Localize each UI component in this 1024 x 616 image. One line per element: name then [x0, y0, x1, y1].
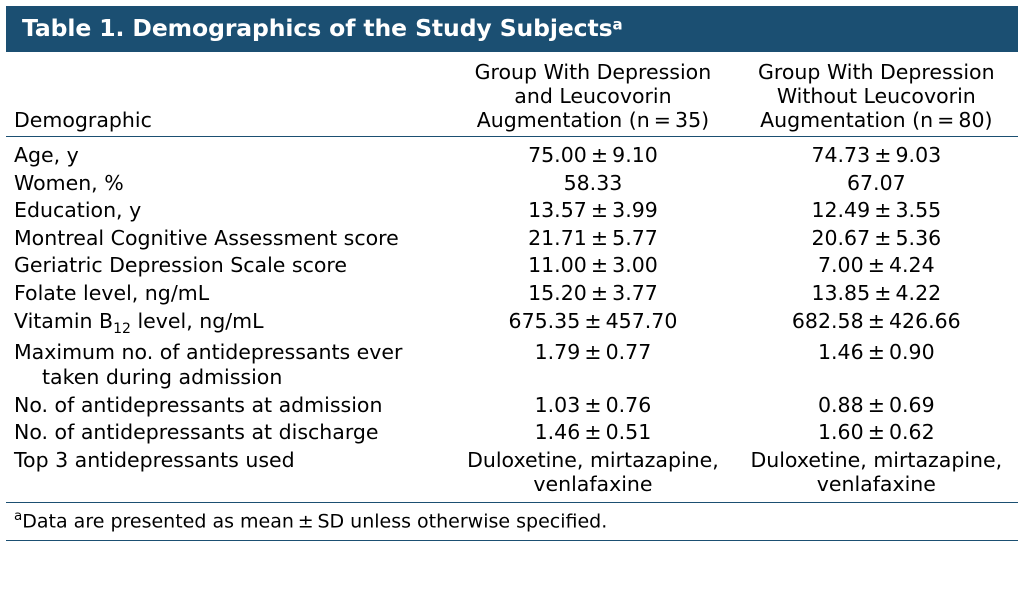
row-value-with-leucovorin: 1.46 ± 0.51 — [534, 420, 652, 445]
table-title-text: Table 1. Demographics of the Study Subjects — [22, 14, 613, 43]
row-label: Folate level, ng/mL — [14, 280, 210, 305]
row-value-with-leucovorin: 75.00 ± 9.10 — [528, 142, 658, 167]
demographics-table — [6, 52, 1018, 498]
table-row — [6, 252, 1018, 280]
table-row — [6, 339, 1018, 391]
row-value-without-leucovorin: 20.67 ± 5.36 — [811, 225, 942, 250]
row-label: Geriatric Depression Scale score — [14, 253, 347, 278]
header-line-2: Without Leucovorin — [776, 83, 976, 108]
row-value-without-leucovorin: 67.07 — [846, 170, 906, 195]
row-label-line-1: Maximum no. of antidepressants ever — [14, 340, 403, 365]
table-row — [6, 197, 1018, 225]
table-footnote — [6, 503, 1018, 533]
column-header-demographic: Demographic — [14, 107, 152, 132]
row-value-with-leucovorin: 1.79 ± 0.77 — [534, 340, 652, 365]
table-title-bar — [6, 6, 1018, 52]
row-value-with-leucovorin: 1.03 ± 0.76 — [534, 392, 652, 417]
header-line-3: Augmentation (n = 80) — [760, 107, 993, 132]
value-line-2: venlafaxine — [816, 472, 936, 497]
row-value-with-leucovorin — [451, 446, 734, 498]
row-value-with-leucovorin: 11.00 ± 3.00 — [528, 253, 658, 278]
table-row — [6, 419, 1018, 447]
value-line-1: Duloxetine, mirtazapine, — [750, 447, 1003, 472]
row-value-without-leucovorin: 13.85 ± 4.22 — [811, 280, 942, 305]
row-value-without-leucovorin: 0.88 ± 0.69 — [817, 392, 935, 417]
column-header-with-leucovorin — [451, 52, 734, 136]
value-line-2: venlafaxine — [533, 472, 653, 497]
table-head — [6, 52, 1018, 136]
table-row — [6, 136, 1018, 169]
row-label-line-2: taken during admission — [42, 365, 283, 389]
row-label-subscript: 12 — [113, 320, 131, 337]
row-value-without-leucovorin: 7.00 ± 4.24 — [817, 253, 935, 278]
row-label: Education, y — [14, 198, 142, 223]
row-label: No. of antidepressants at discharge — [14, 420, 379, 445]
table-title-superscript: a — [612, 15, 623, 34]
row-label: Top 3 antidepressants used — [14, 447, 295, 472]
table-header-row — [6, 52, 1018, 136]
row-value-without-leucovorin: 1.46 ± 0.90 — [817, 340, 935, 365]
table-title — [22, 14, 623, 43]
column-header-without-leucovorin — [735, 52, 1018, 136]
row-label-prefix: Vitamin B — [14, 308, 114, 333]
row-value-without-leucovorin: 682.58 ± 426.66 — [791, 308, 961, 333]
row-value-without-leucovorin — [735, 446, 1018, 498]
header-line-2: and Leucovorin — [514, 83, 672, 108]
row-value-without-leucovorin: 12.49 ± 3.55 — [811, 198, 942, 223]
header-line-1: Group With Depression — [474, 60, 712, 84]
row-value-without-leucovorin: 1.60 ± 0.62 — [817, 420, 935, 445]
footnote-marker: a — [14, 508, 23, 525]
footnote-text: Data are presented as mean ± SD unless otherwise specified. — [22, 510, 608, 533]
header-line-3: Augmentation (n = 35) — [476, 107, 710, 132]
table-row — [6, 169, 1018, 197]
table-row — [6, 307, 1018, 339]
table-row — [6, 391, 1018, 419]
row-label: No. of antidepressants at admission — [14, 392, 383, 417]
row-label-multiline — [6, 339, 451, 391]
row-label: Women, % — [14, 170, 124, 195]
table-row — [6, 224, 1018, 252]
table-row — [6, 446, 1018, 498]
row-value-with-leucovorin: 13.57 ± 3.99 — [528, 198, 658, 223]
row-value-without-leucovorin: 74.73 ± 9.03 — [811, 142, 942, 167]
value-line-1: Duloxetine, mirtazapine, — [467, 447, 719, 472]
figure-spacer — [0, 541, 1024, 616]
row-label-vitamin-b12 — [6, 307, 451, 339]
row-value-with-leucovorin: 15.20 ± 3.77 — [528, 280, 658, 305]
table-row — [6, 279, 1018, 307]
header-line-1: Group With Depression — [758, 60, 995, 84]
table-body — [6, 136, 1018, 498]
row-value-with-leucovorin: 675.35 ± 457.70 — [508, 308, 678, 333]
row-label: Age, y — [14, 142, 79, 167]
row-value-with-leucovorin: 21.71 ± 5.77 — [528, 225, 658, 250]
row-label: Montreal Cognitive Assessment score — [14, 225, 399, 250]
row-value-with-leucovorin: 58.33 — [563, 170, 623, 195]
row-label-suffix: level, ng/mL — [130, 308, 264, 333]
